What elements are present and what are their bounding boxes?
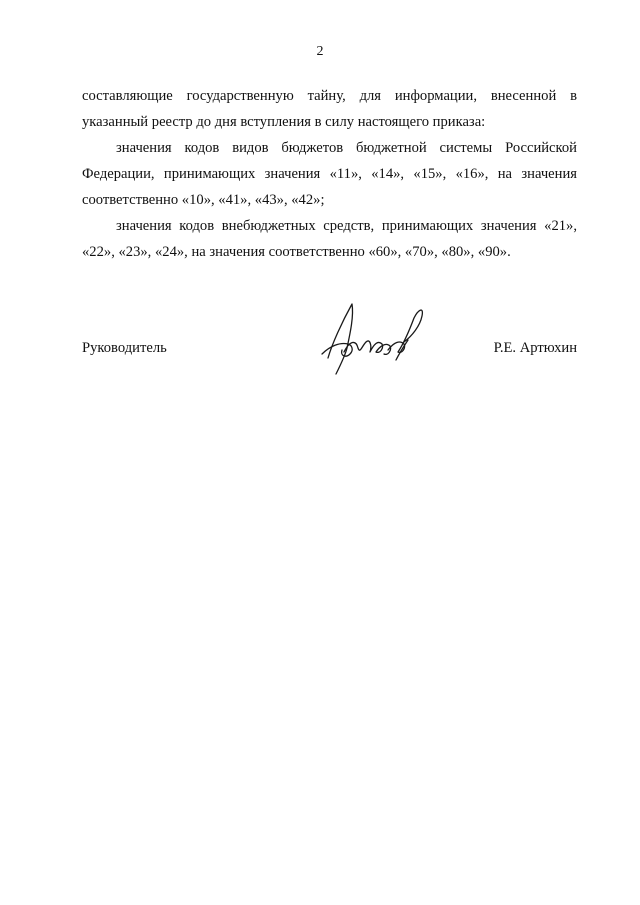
document-body	[82, 83, 577, 265]
paragraph-budget-codes: значения кодов видов бюджетов бюджетной системы Российской Федерации, принимающих значения «11», «14», «15», «16», на значения соответственно «10», «41», «43», «42»;	[82, 140, 577, 208]
handwritten-signature	[314, 296, 434, 378]
signature-block	[82, 336, 577, 376]
signatory-title: Руководитель	[82, 340, 167, 356]
signatory-name: Р.Е. Артюхин	[493, 340, 577, 356]
paragraph-continuation: составляющие государственную тайну, для информации, внесенной в указанный реестр до дня вступления в силу настоящего приказа:	[82, 88, 577, 130]
paragraph-extrabudget-codes: значения кодов внебюджетных средств, принимающих значения «21», «22», «23», «24», на значения соответственно «60», «70», «80», «90».	[82, 218, 577, 260]
page-number: 2	[316, 44, 324, 59]
